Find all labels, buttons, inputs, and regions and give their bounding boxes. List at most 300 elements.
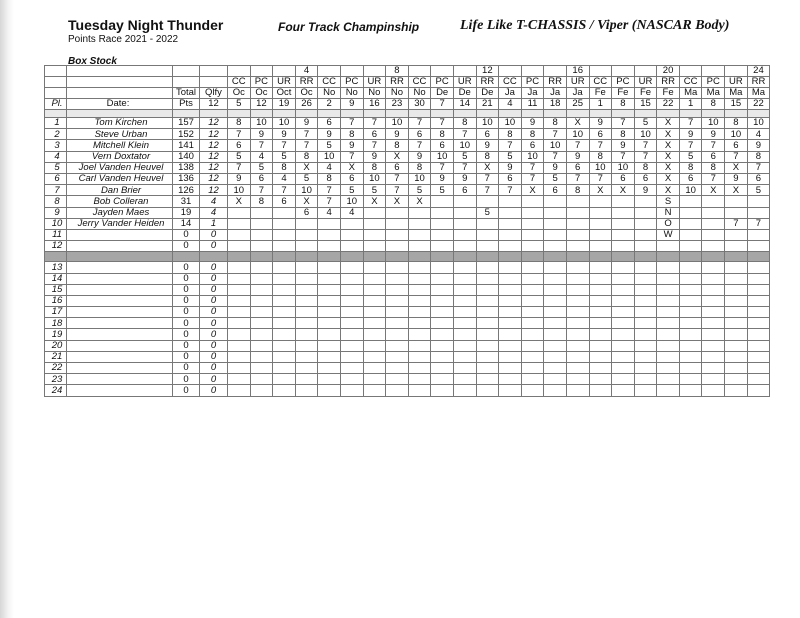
track-code: CC xyxy=(228,76,251,87)
race-result xyxy=(702,262,725,273)
race-result xyxy=(453,351,476,362)
race-result: X xyxy=(386,196,409,207)
race-result xyxy=(589,307,612,318)
race-result xyxy=(657,318,680,329)
race-day: 16 xyxy=(363,98,386,109)
race-day: 2 xyxy=(318,98,341,109)
race-result xyxy=(228,374,251,385)
race-result xyxy=(725,374,748,385)
race-result xyxy=(476,295,499,306)
race-result xyxy=(250,273,273,284)
race-result: 8 xyxy=(386,140,409,151)
race-result xyxy=(544,196,567,207)
race-result: X xyxy=(363,196,386,207)
race-result: 6 xyxy=(431,140,454,151)
race-month: Oc xyxy=(295,87,318,98)
separator-cell xyxy=(453,252,476,262)
race-result xyxy=(453,218,476,229)
total-points: 0 xyxy=(173,351,200,362)
race-result xyxy=(453,363,476,374)
driver-row xyxy=(45,140,770,151)
place-header: Pl. xyxy=(45,98,67,109)
race-result xyxy=(453,374,476,385)
race-month: Fe xyxy=(612,87,635,98)
race-result: 7 xyxy=(725,218,748,229)
empty-driver-row xyxy=(45,329,770,340)
race-result xyxy=(363,374,386,385)
race-result xyxy=(476,385,499,396)
spacer-cell xyxy=(173,110,200,118)
race-result xyxy=(340,385,363,396)
race-result xyxy=(747,273,770,284)
race-result xyxy=(386,329,409,340)
race-result xyxy=(453,241,476,252)
race-result: 7 xyxy=(634,151,657,162)
race-result xyxy=(386,218,409,229)
race-result xyxy=(725,340,748,351)
race-result xyxy=(318,284,341,295)
race-result xyxy=(386,385,409,396)
race-result xyxy=(634,374,657,385)
race-result xyxy=(634,229,657,240)
race-result: 8 xyxy=(725,118,748,129)
race-result: 7 xyxy=(453,129,476,140)
race-result xyxy=(408,363,431,374)
race-result: X xyxy=(295,162,318,173)
race-result xyxy=(273,385,296,396)
race-result xyxy=(431,241,454,252)
race-result: 4 xyxy=(747,129,770,140)
race-result: 7 xyxy=(702,140,725,151)
race-result: 6 xyxy=(521,140,544,151)
race-result xyxy=(589,218,612,229)
race-result xyxy=(566,196,589,207)
race-result xyxy=(544,340,567,351)
race-result xyxy=(476,363,499,374)
race-result: O xyxy=(657,218,680,229)
race-result xyxy=(499,218,522,229)
driver-name xyxy=(67,363,173,374)
race-result xyxy=(386,241,409,252)
race-result xyxy=(431,318,454,329)
race-result: X xyxy=(612,185,635,196)
race-result: X xyxy=(702,185,725,196)
race-result: 10 xyxy=(589,162,612,173)
race-result: 7 xyxy=(363,140,386,151)
qualify-count: 12 xyxy=(200,185,228,196)
race-result: X xyxy=(589,185,612,196)
race-result: 8 xyxy=(589,151,612,162)
race-result: 10 xyxy=(228,185,251,196)
race-result: 7 xyxy=(431,162,454,173)
race-result: X xyxy=(725,185,748,196)
race-result: X xyxy=(566,118,589,129)
place-number: 9 xyxy=(45,207,67,218)
separator-cell xyxy=(499,252,522,262)
race-result xyxy=(363,318,386,329)
race-result: 9 xyxy=(589,118,612,129)
race-result xyxy=(702,284,725,295)
race-result xyxy=(228,295,251,306)
scan-edge-shadow xyxy=(0,0,14,618)
race-result: 10 xyxy=(250,118,273,129)
race-result: 10 xyxy=(499,118,522,129)
race-result: 8 xyxy=(499,129,522,140)
track-code: PC xyxy=(521,76,544,87)
race-result xyxy=(702,363,725,374)
place-number: 1 xyxy=(45,118,67,129)
race-result xyxy=(725,262,748,273)
page-subtitle: Points Race 2021 - 2022 xyxy=(68,34,179,45)
race-result xyxy=(612,196,635,207)
race-result: 8 xyxy=(634,162,657,173)
race-result xyxy=(250,385,273,396)
race-result xyxy=(702,385,725,396)
race-result: X xyxy=(657,129,680,140)
race-result xyxy=(589,262,612,273)
race-result xyxy=(521,363,544,374)
header-blank xyxy=(45,76,67,87)
race-result xyxy=(273,329,296,340)
track-code: UR xyxy=(634,76,657,87)
race-result: 9 xyxy=(747,140,770,151)
qualify-count: 0 xyxy=(200,374,228,385)
race-result xyxy=(612,329,635,340)
race-result: 9 xyxy=(566,151,589,162)
race-result: 8 xyxy=(612,129,635,140)
race-result xyxy=(318,363,341,374)
spacer-cell xyxy=(702,110,725,118)
race-result xyxy=(228,284,251,295)
race-result xyxy=(566,374,589,385)
race-result xyxy=(453,329,476,340)
race-result xyxy=(273,351,296,362)
race-month: No xyxy=(363,87,386,98)
race-number: 16 xyxy=(566,66,589,77)
race-result xyxy=(431,374,454,385)
race-result xyxy=(453,284,476,295)
header-blank xyxy=(45,66,67,77)
championship-heading: Four Track Champinship xyxy=(278,20,420,34)
race-result xyxy=(657,307,680,318)
race-result xyxy=(386,284,409,295)
race-month: Ma xyxy=(702,87,725,98)
race-result xyxy=(340,329,363,340)
total-points: 140 xyxy=(173,151,200,162)
race-result xyxy=(521,329,544,340)
track-code: UR xyxy=(566,76,589,87)
page-title: Tuesday Night Thunder xyxy=(68,17,224,33)
spacer-cell xyxy=(340,110,363,118)
race-result: 6 xyxy=(386,162,409,173)
standings-table xyxy=(44,65,770,397)
header-blank xyxy=(200,66,228,77)
race-result xyxy=(318,229,341,240)
total-points: 31 xyxy=(173,196,200,207)
race-result: 4 xyxy=(273,174,296,185)
race-result xyxy=(499,241,522,252)
header-blank xyxy=(67,66,173,77)
race-result: 4 xyxy=(340,207,363,218)
race-day: 15 xyxy=(725,98,748,109)
race-result xyxy=(679,363,702,374)
race-result xyxy=(702,218,725,229)
race-result: 9 xyxy=(228,174,251,185)
race-result xyxy=(499,229,522,240)
race-result: 7 xyxy=(476,185,499,196)
driver-row xyxy=(45,151,770,162)
race-result xyxy=(250,363,273,374)
race-result: 7 xyxy=(363,118,386,129)
total-points: 0 xyxy=(173,340,200,351)
race-result xyxy=(295,340,318,351)
race-result xyxy=(679,284,702,295)
race-result: 9 xyxy=(521,118,544,129)
race-day: 18 xyxy=(544,98,567,109)
race-number: 24 xyxy=(747,66,770,77)
race-result xyxy=(725,196,748,207)
race-result xyxy=(273,363,296,374)
race-result xyxy=(747,284,770,295)
race-result xyxy=(476,351,499,362)
spacer-cell xyxy=(725,110,748,118)
qualify-count: 0 xyxy=(200,229,228,240)
race-result xyxy=(702,229,725,240)
race-result: 9 xyxy=(408,151,431,162)
qualify-count: 0 xyxy=(200,318,228,329)
track-code: PC xyxy=(702,76,725,87)
driver-name xyxy=(67,273,173,284)
race-day: 5 xyxy=(228,98,251,109)
race-result xyxy=(589,284,612,295)
race-result: 7 xyxy=(612,118,635,129)
race-result xyxy=(544,207,567,218)
total-points: 0 xyxy=(173,363,200,374)
race-result xyxy=(544,262,567,273)
separator-cell xyxy=(612,252,635,262)
race-result xyxy=(363,329,386,340)
race-result xyxy=(521,218,544,229)
spacer-cell xyxy=(453,110,476,118)
driver-name xyxy=(67,241,173,252)
race-result: 9 xyxy=(725,174,748,185)
race-number xyxy=(521,66,544,77)
race-result: 6 xyxy=(589,129,612,140)
race-result: 6 xyxy=(679,174,702,185)
spacer-cell xyxy=(386,110,409,118)
race-result xyxy=(747,374,770,385)
separator-cell xyxy=(431,252,454,262)
race-result: 8 xyxy=(431,129,454,140)
race-result: X xyxy=(228,196,251,207)
race-result xyxy=(679,340,702,351)
race-day: 11 xyxy=(521,98,544,109)
race-result xyxy=(363,229,386,240)
spacer-cell xyxy=(273,110,296,118)
race-result: 10 xyxy=(386,118,409,129)
race-result xyxy=(702,318,725,329)
race-number xyxy=(250,66,273,77)
race-month: Ma xyxy=(725,87,748,98)
race-result xyxy=(566,363,589,374)
race-result xyxy=(476,218,499,229)
race-result: X xyxy=(657,151,680,162)
total-points: 157 xyxy=(173,118,200,129)
race-result xyxy=(702,374,725,385)
race-result: 5 xyxy=(363,185,386,196)
race-result xyxy=(589,241,612,252)
race-result xyxy=(747,295,770,306)
race-day: 4 xyxy=(499,98,522,109)
track-code: RR xyxy=(476,76,499,87)
race-result xyxy=(679,351,702,362)
race-day: 23 xyxy=(386,98,409,109)
spacer-cell xyxy=(363,110,386,118)
race-month: De xyxy=(453,87,476,98)
race-result: W xyxy=(657,229,680,240)
race-result: 7 xyxy=(521,174,544,185)
total-points: 19 xyxy=(173,207,200,218)
race-result: 7 xyxy=(408,118,431,129)
total-points: 14 xyxy=(173,218,200,229)
driver-name xyxy=(67,385,173,396)
race-result xyxy=(521,229,544,240)
race-result xyxy=(476,241,499,252)
race-result xyxy=(431,229,454,240)
race-result xyxy=(521,340,544,351)
race-number xyxy=(679,66,702,77)
race-result: 7 xyxy=(702,174,725,185)
race-number xyxy=(544,66,567,77)
race-month: De xyxy=(431,87,454,98)
race-result xyxy=(589,385,612,396)
race-result: 7 xyxy=(250,185,273,196)
race-month: Oc xyxy=(228,87,251,98)
race-result: 10 xyxy=(453,140,476,151)
total-points: 0 xyxy=(173,262,200,273)
track-code: RR xyxy=(544,76,567,87)
race-result xyxy=(250,207,273,218)
race-result xyxy=(634,196,657,207)
race-result: 9 xyxy=(634,185,657,196)
separator-cell xyxy=(318,252,341,262)
section-separator xyxy=(45,252,770,262)
separator-cell xyxy=(725,252,748,262)
race-result xyxy=(521,262,544,273)
race-result: 7 xyxy=(228,162,251,173)
race-result xyxy=(657,329,680,340)
race-result xyxy=(273,295,296,306)
race-result xyxy=(408,284,431,295)
race-result xyxy=(499,329,522,340)
separator-cell xyxy=(200,252,228,262)
race-result xyxy=(747,241,770,252)
race-day: 14 xyxy=(453,98,476,109)
race-result xyxy=(499,340,522,351)
race-result xyxy=(431,307,454,318)
race-result xyxy=(273,229,296,240)
race-result: 5 xyxy=(273,151,296,162)
empty-driver-row xyxy=(45,318,770,329)
race-result xyxy=(566,273,589,284)
race-result: 10 xyxy=(544,140,567,151)
empty-driver-row xyxy=(45,385,770,396)
race-result xyxy=(589,207,612,218)
race-result: 8 xyxy=(250,196,273,207)
race-result xyxy=(657,351,680,362)
race-day: 12 xyxy=(250,98,273,109)
driver-name xyxy=(67,295,173,306)
qualify-count: 0 xyxy=(200,340,228,351)
race-result: 10 xyxy=(476,118,499,129)
race-result: 7 xyxy=(386,185,409,196)
race-result xyxy=(476,318,499,329)
driver-name xyxy=(67,351,173,362)
race-result xyxy=(408,340,431,351)
race-result xyxy=(250,229,273,240)
total-points: 136 xyxy=(173,174,200,185)
race-result xyxy=(544,273,567,284)
spacer-row xyxy=(45,110,770,118)
race-result xyxy=(634,241,657,252)
race-result xyxy=(679,329,702,340)
race-result xyxy=(702,329,725,340)
race-result: 8 xyxy=(318,174,341,185)
race-result xyxy=(363,262,386,273)
race-month: No xyxy=(318,87,341,98)
race-result xyxy=(679,374,702,385)
race-result xyxy=(612,374,635,385)
race-result xyxy=(612,273,635,284)
race-result: 6 xyxy=(318,118,341,129)
total-points: 0 xyxy=(173,284,200,295)
race-result: 7 xyxy=(386,174,409,185)
race-result: 8 xyxy=(679,162,702,173)
header-blank xyxy=(45,87,67,98)
race-result xyxy=(521,273,544,284)
race-result xyxy=(250,318,273,329)
race-month: De xyxy=(476,87,499,98)
spacer-cell xyxy=(67,110,173,118)
race-result xyxy=(295,363,318,374)
race-result xyxy=(250,307,273,318)
race-result xyxy=(228,218,251,229)
race-result xyxy=(634,340,657,351)
driver-name xyxy=(67,284,173,295)
total-points: 141 xyxy=(173,140,200,151)
race-result xyxy=(386,374,409,385)
race-result xyxy=(431,262,454,273)
race-result xyxy=(318,307,341,318)
qualify-count: 1 xyxy=(200,218,228,229)
race-result xyxy=(476,262,499,273)
place-number: 15 xyxy=(45,284,67,295)
race-result: 7 xyxy=(228,129,251,140)
race-result xyxy=(702,207,725,218)
race-result xyxy=(228,241,251,252)
place-number: 5 xyxy=(45,162,67,173)
total-points: 126 xyxy=(173,185,200,196)
race-result xyxy=(747,385,770,396)
race-result xyxy=(634,207,657,218)
qualify-count: 0 xyxy=(200,329,228,340)
race-number xyxy=(318,66,341,77)
race-result xyxy=(273,374,296,385)
race-number xyxy=(408,66,431,77)
driver-name: Carl Vanden Heuvel xyxy=(67,174,173,185)
race-result xyxy=(453,196,476,207)
race-result xyxy=(340,284,363,295)
